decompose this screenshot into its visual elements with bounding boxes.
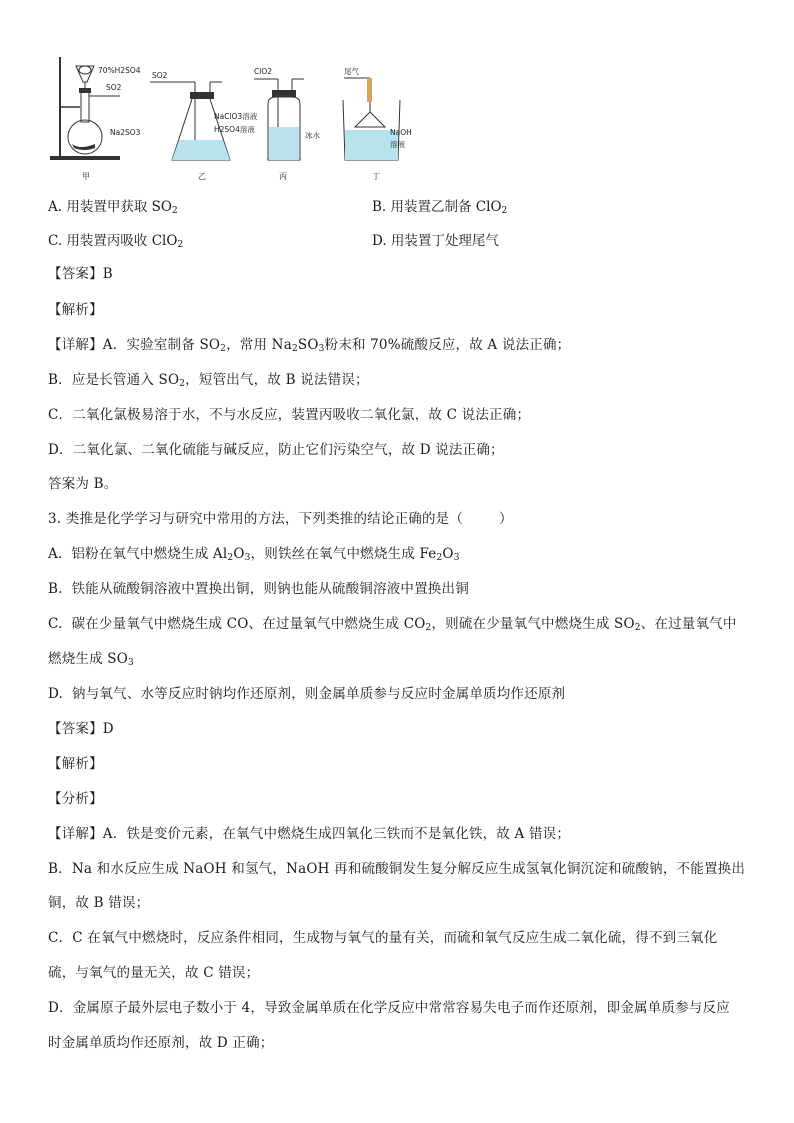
q3-option-a: A. 铝粉在氧气中燃烧生成 $Al_2O_3$，则铁丝在氧气中燃烧生成 $Fe_2O_3$ xyxy=(48,546,460,563)
label-naoh-solution: 溶液 xyxy=(390,140,405,149)
q3-answer: 【答案】D xyxy=(48,721,114,737)
caption-bing: 丙 xyxy=(279,172,287,181)
q3-detail-c-line2: 硫，与氧气的量无关，故 C 错误； xyxy=(48,965,260,981)
label-ice-water: 冰水 xyxy=(305,131,320,140)
q3-detail-c-line1: C．C 在氧气中燃烧时，反应条件相同，生成物与氧气的量有关，而硫和氧气反应生成二氧化硫，得不到三氧化 xyxy=(48,930,718,946)
label-naoh: NaOH xyxy=(390,128,412,137)
apparatus-ding xyxy=(343,66,412,181)
apparatus-figure xyxy=(40,52,440,187)
q3-option-c-line1: C. 碳在少量氧气中燃烧生成 CO、在过量氧气中燃烧生成 $CO_2$，则硫在少量氧气中燃烧生成 $SO_2$、在过量氧气中 xyxy=(48,616,737,633)
q2-detail-c: C．二氧化氯极易溶于水，不与水反应，装置丙吸收二氧化氯，故 C 说法正确； xyxy=(48,407,531,423)
q2-detail-d: D．二氧化氯、二氧化硫能与碱反应，防止它们污染空气，故 D 说法正确； xyxy=(48,442,504,458)
label-so2-in: SO2 xyxy=(152,71,168,80)
q3-detail-b-line1: B．Na 和水反应生成 NaOH 和氢气，NaOH 再和硫酸铜发生复分解反应生成氢氧化铜沉淀和硫酸钠，不能置换出 xyxy=(48,861,746,877)
label-clo2: ClO2 xyxy=(254,67,272,76)
q3-detail-b-line2: 铜，故 B 错误； xyxy=(48,895,150,911)
caption-jia: 甲 xyxy=(82,172,90,181)
q3-detail-a: 【详解】A．铁是变价元素，在氧气中燃烧生成四氧化三铁而不是氧化铁，故 A 错误； xyxy=(48,826,571,842)
label-na2so3: Na2SO3 xyxy=(110,128,141,137)
q2-conclusion: 答案为 B。 xyxy=(48,476,118,492)
q2-analysis-heading: 【解析】 xyxy=(48,302,103,318)
q3-detail-d-line2: 时金属单质均作还原剂，故 D 正确； xyxy=(48,1035,274,1051)
label-h2so4: H2SO4溶液 xyxy=(214,125,255,134)
caption-yi: 乙 xyxy=(198,172,206,181)
label-naclo3: NaClO3溶液 xyxy=(214,112,258,121)
q3-analysis-heading: 【解析】 xyxy=(48,756,103,772)
q3-option-c-line2: 燃烧生成 $SO_3$ xyxy=(48,651,134,668)
apparatus-yi xyxy=(150,71,258,181)
apparatus-jia xyxy=(50,57,141,181)
label-so2-out: SO2 xyxy=(106,83,122,92)
q3-stem: 3. 类推是化学学习与研究中常用的方法，下列类推的结论正确的是（ ） xyxy=(48,511,513,527)
q2-option-d: D. 用装置丁处理尾气 xyxy=(372,233,499,249)
q3-option-b: B. 铁能从硫酸铜溶液中置换出铜，则钠也能从硫酸铜溶液中置换出铜 xyxy=(48,581,469,597)
q2-detail-b: B．应是长管通入 $SO_2$，短管出气，故 B 说法错误； xyxy=(48,372,369,389)
q3-option-d: D. 钠与氧气、水等反应时钠均作还原剂，则金属单质参与反应时金属单质均作还原剂 xyxy=(48,686,566,702)
q2-option-a: A. 用装置甲获取 $SO_2$ xyxy=(48,199,178,216)
label-tail-gas: 尾气 xyxy=(344,67,359,76)
q2-answer: 【答案】B xyxy=(48,266,113,282)
q3-detail-d-line1: D．金属原子最外层电子数小于 4，导致金属单质在化学反应中常常容易失电子而作还原剂，即金属单质参与反应 xyxy=(48,1000,730,1016)
q2-detail-a: 【详解】A．实验室制备 $SO_2$，常用 $Na_2SO_3$粉末和 70%硫酸反应，故 A 说法正确； xyxy=(48,337,571,354)
q2-option-b: B. 用装置乙制备 ClO$_2$ xyxy=(372,199,508,216)
label-acid: 70%H2SO4 xyxy=(98,66,141,75)
apparatus-bing xyxy=(254,67,320,181)
caption-ding: 丁 xyxy=(372,172,380,181)
q3-fenxi-heading: 【分析】 xyxy=(48,791,103,807)
q2-option-c: C. 用装置丙吸收 ClO$_2$ xyxy=(48,233,184,250)
